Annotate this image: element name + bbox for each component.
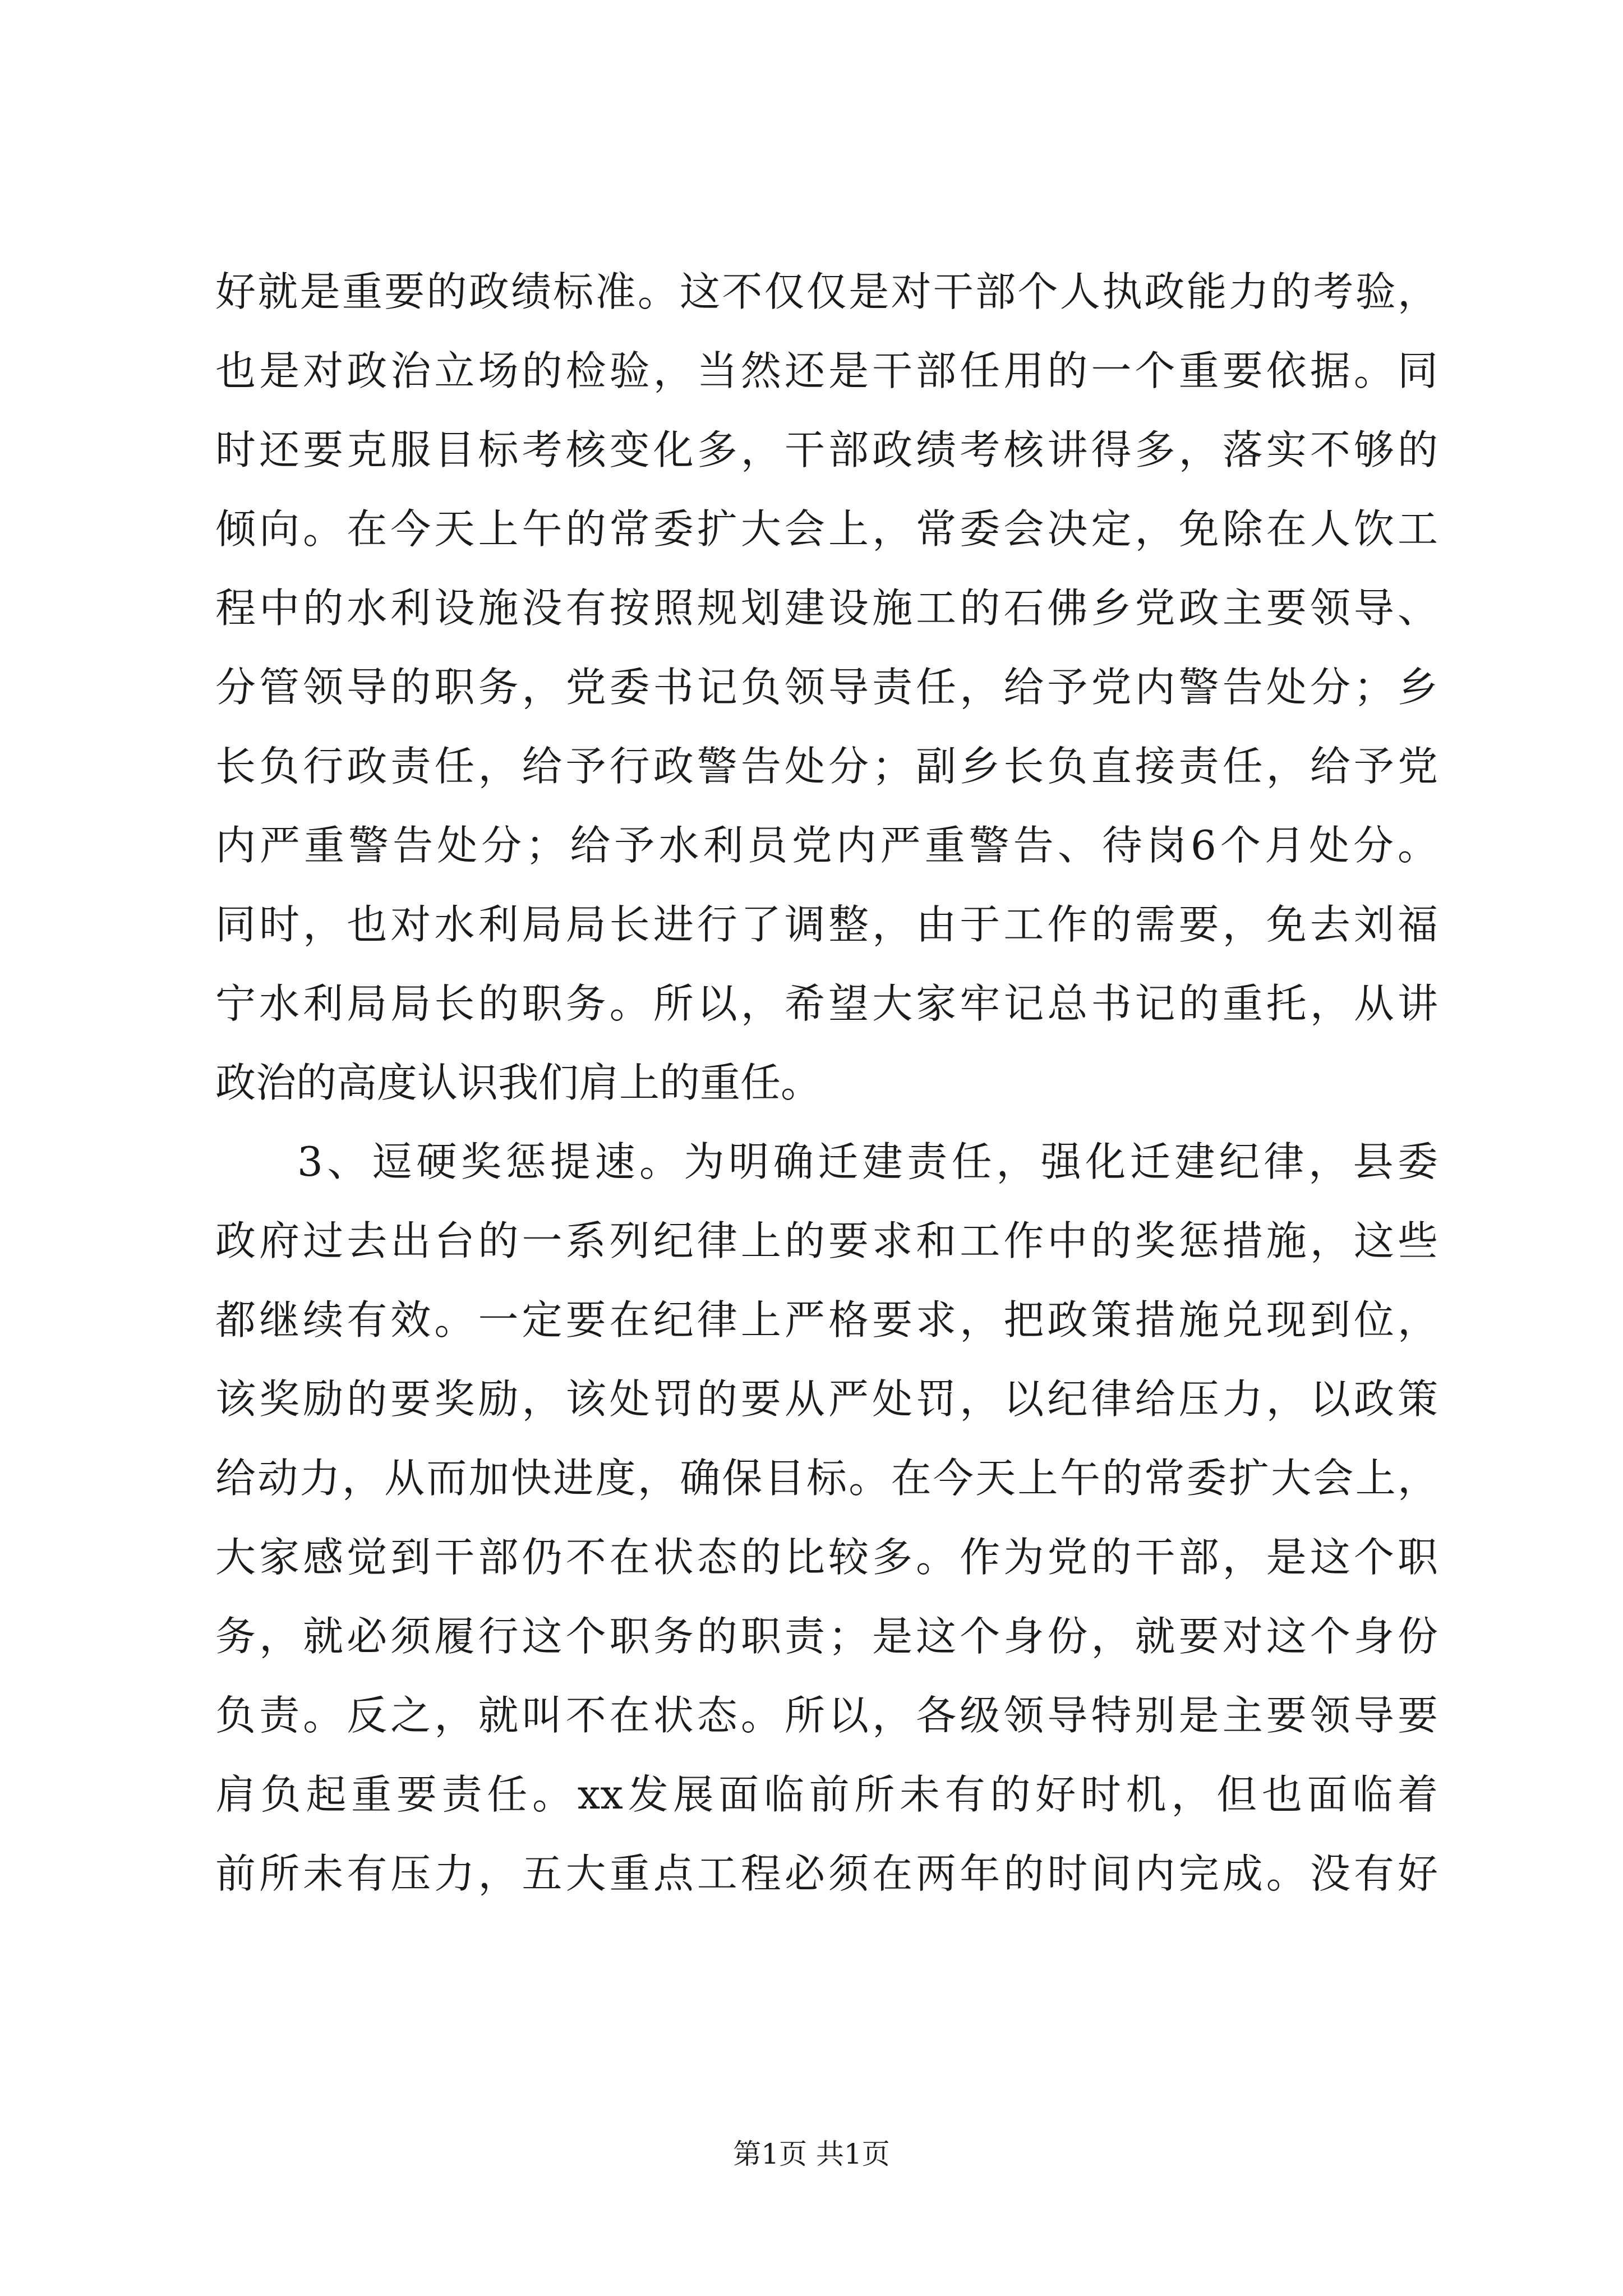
text-line: 政治的高度认识我们肩上的重任。: [215, 1059, 822, 1106]
text-line: 同时，也对水利局局长进行了调整，由于工作的需要，免去刘福: [215, 901, 1438, 948]
document-body: [215, 252, 1438, 1913]
text-line: 给动力，从而加快进度，确保目标。在今天上午的常委扩大会上，: [215, 1455, 1438, 1502]
text-line: 内严重警告处分；给予水利员党内严重警告、待岗6个月处分。: [215, 822, 1438, 869]
text-line: 时还要克服目标考核变化多，干部政绩考核讲得多，落实不够的: [215, 426, 1438, 473]
page-footer: 第1页 共1页: [733, 2138, 890, 2170]
text-line: 都继续有效。一定要在纪律上严格要求，把政策措施兑现到位，: [215, 1296, 1438, 1343]
text-line: 倾向。在今天上午的常委扩大会上，常委会决定，免除在人饮工: [215, 505, 1438, 553]
text-line: 好就是重要的政绩标准。这不仅仅是对干部个人执政能力的考验，: [215, 268, 1438, 315]
text-line: 大家感觉到干部仍不在状态的比较多。作为党的干部，是这个职: [215, 1534, 1438, 1581]
text-line: 分管领导的职务，党委书记负领导责任，给予党内警告处分；乡: [215, 664, 1438, 711]
text-line: 长负行政责任，给予行政警告处分；副乡长负直接责任，给予党: [215, 743, 1438, 790]
text-line: 前所未有压力，五大重点工程必须在两年的时间内完成。没有好: [215, 1850, 1438, 1897]
text-line: 负责。反之，就叫不在状态。所以，各级领导特别是主要领导要: [215, 1692, 1438, 1739]
text-line: 程中的水利设施没有按照规划建设施工的石佛乡党政主要领导、: [215, 585, 1438, 632]
text-line: 该奖励的要奖励，该处罚的要从严处罚，以纪律给压力，以政策: [215, 1375, 1438, 1423]
text-line: 宁水利局局长的职务。所以，希望大家牢记总书记的重托，从讲: [215, 980, 1438, 1027]
text-line: 务，就必须履行这个职务的职责；是这个身份，就要对这个身份: [215, 1613, 1438, 1660]
text-line: 也是对政治立场的检验，当然还是干部任用的一个重要依据。同: [215, 347, 1438, 394]
paragraph-first-line: 3、逗硬奖惩提速。为明确迁建责任，强化迁建纪律，县委: [297, 1138, 1438, 1185]
text-line: 政府过去出台的一系列纪律上的要求和工作中的奖惩措施，这些: [215, 1217, 1438, 1264]
text-line: 肩负起重要责任。xx发展面临前所未有的好时机，但也面临着: [215, 1771, 1438, 1818]
